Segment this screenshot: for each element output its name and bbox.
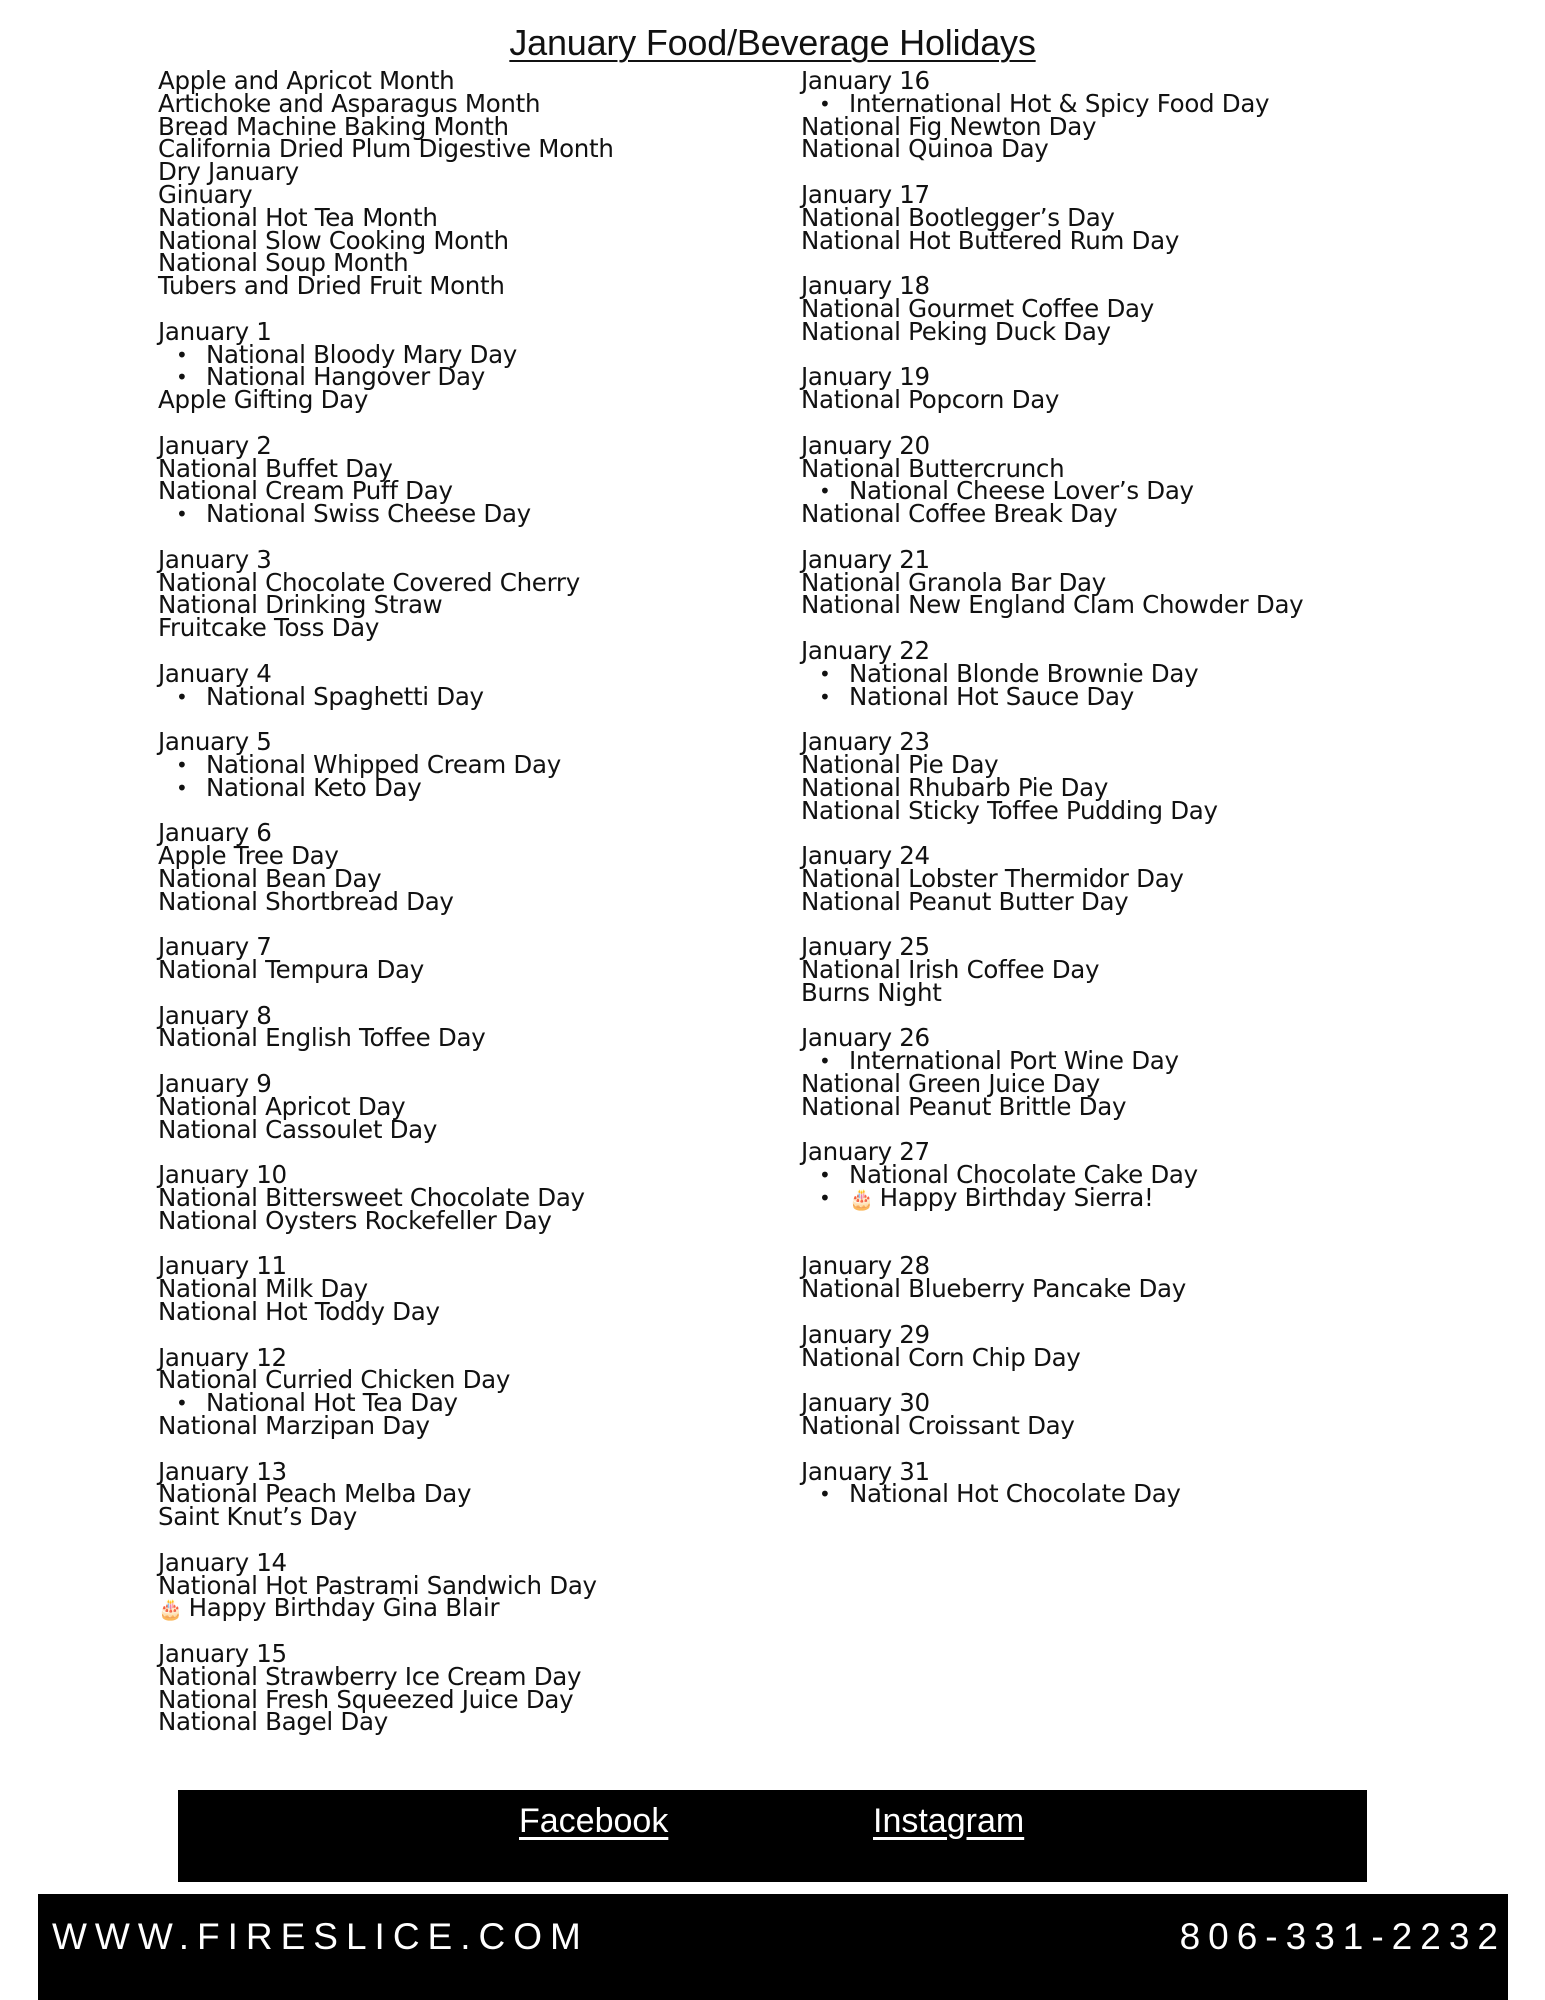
- item-text: Fruitcake Toss Day: [158, 613, 380, 643]
- item-text: January 26: [801, 1023, 930, 1053]
- item-text: National Cassoulet Day: [158, 1114, 438, 1144]
- item-text: International Hot & Spicy Food Day: [849, 88, 1270, 118]
- item-text: National Slow Cooking Month: [158, 225, 509, 255]
- item-text: National Blonde Brownie Day: [849, 658, 1199, 688]
- item-text: January 17: [801, 179, 930, 209]
- item-text: National Corn Chip Day: [801, 1342, 1081, 1372]
- bullet-item: [158, 772, 778, 802]
- item-text: January 11: [158, 1251, 287, 1281]
- item-text: National Granola Bar Day: [801, 567, 1106, 597]
- item-text: January 14: [158, 1547, 287, 1577]
- holiday-list-left: [158, 66, 778, 1737]
- item-text: National New England Clam Chowder Day: [801, 590, 1304, 620]
- item-text: National Coffee Break Day: [801, 499, 1118, 529]
- list-item: [801, 1342, 1501, 1372]
- item-text: January 19: [801, 362, 930, 392]
- bullet-item: [801, 1046, 1501, 1076]
- bullet-item: [801, 88, 1501, 118]
- item-text: National Cream Puff Day: [158, 476, 453, 506]
- item-text: International Port Wine Day: [849, 1046, 1179, 1076]
- bullet-item: [801, 1479, 1501, 1509]
- list-item: [158, 1114, 778, 1144]
- item-text: National Croissant Day: [801, 1411, 1075, 1441]
- list-item: [801, 499, 1501, 529]
- item-text: National Lobster Thermidor Day: [801, 863, 1184, 893]
- item-text: January 31: [801, 1456, 930, 1486]
- item-text: Dry January: [158, 157, 299, 187]
- item-text: National Hot Toddy Day: [158, 1297, 440, 1327]
- list-item: [801, 225, 1501, 255]
- item-text: National Spaghetti Day: [206, 681, 484, 711]
- bullet-item: [801, 476, 1501, 506]
- item-text: January 22: [801, 635, 930, 665]
- bullet-item: [158, 499, 778, 529]
- item-text: January 12: [158, 1342, 287, 1372]
- item-text: January 21: [801, 544, 930, 574]
- item-text: January 16: [801, 66, 930, 95]
- list-item: [158, 955, 778, 985]
- list-item: [801, 977, 1501, 1007]
- phone-number[interactable]: 806-331-2232: [1179, 1916, 1506, 1957]
- item-text: National Bloody Mary Day: [206, 339, 518, 369]
- item-text: National Gourmet Coffee Day: [801, 293, 1154, 323]
- instagram-link[interactable]: Instagram: [873, 1802, 1025, 1840]
- item-text: January 15: [158, 1638, 287, 1668]
- item-text: National Rhubarb Pie Day: [801, 772, 1109, 802]
- social-links-bar: [178, 1790, 1367, 1882]
- page-title: January Food/Beverage Holidays: [509, 22, 1036, 63]
- item-text: National Green Juice Day: [801, 1069, 1100, 1099]
- item-text: Artichoke and Asparagus Month: [158, 88, 541, 118]
- bullet-item: [158, 362, 778, 392]
- item-text: National Swiss Cheese Day: [206, 499, 531, 529]
- item-text: January 1: [158, 316, 272, 346]
- item-text: January 18: [801, 271, 930, 301]
- item-text: National Irish Coffee Day: [801, 955, 1100, 985]
- item-text: January 4: [158, 658, 272, 688]
- holiday-list-right: [801, 66, 1501, 1509]
- item-text: January 20: [801, 430, 930, 460]
- item-text: National Hot Tea Month: [158, 202, 438, 232]
- item-text: National Oysters Rockefeller Day: [158, 1205, 552, 1235]
- item-text: National Sticky Toffee Pudding Day: [801, 795, 1218, 825]
- list-item: [801, 1411, 1501, 1441]
- item-text: Apple and Apricot Month: [158, 66, 455, 95]
- item-text: National Tempura Day: [158, 955, 424, 985]
- item-text: National Quinoa Day: [801, 134, 1049, 164]
- item-text: National Chocolate Cake Day: [849, 1160, 1198, 1190]
- item-text: Ginuary: [158, 179, 253, 209]
- birthday-cake-icon: 🎂: [849, 1187, 874, 1212]
- list-item: [801, 886, 1501, 916]
- item-text: National Fresh Squeezed Juice Day: [158, 1684, 574, 1714]
- list-item: [158, 1023, 778, 1053]
- item-text: National Hot Buttered Rum Day: [801, 225, 1180, 255]
- item-text: January 5: [158, 727, 272, 757]
- item-text: National Hangover Day: [206, 362, 485, 392]
- list-item: [158, 1205, 778, 1235]
- bullet-item: [158, 681, 778, 711]
- item-text: National Peach Melba Day: [158, 1479, 472, 1509]
- item-text: National Whipped Cream Day: [206, 749, 561, 779]
- item-text: January 28: [801, 1251, 930, 1281]
- item-text: National Chocolate Covered Cherry: [158, 567, 580, 597]
- item-text: January 10: [158, 1160, 287, 1190]
- item-text: Happy Birthday Sierra!: [879, 1183, 1154, 1213]
- item-text: Bread Machine Baking Month: [158, 111, 509, 141]
- list-item: [158, 1411, 778, 1441]
- list-item: [801, 385, 1501, 415]
- item-text: National Bean Day: [158, 863, 382, 893]
- item-text: National Keto Day: [206, 772, 422, 802]
- item-text: National Blueberry Pancake Day: [801, 1274, 1186, 1304]
- item-text: January 3: [158, 544, 272, 574]
- item-text: National Shortbread Day: [158, 886, 454, 916]
- item-text: January 27: [801, 1137, 930, 1167]
- bullet-item: [801, 681, 1501, 711]
- item-text: Tubers and Dried Fruit Month: [158, 271, 505, 301]
- item-text: National Pie Day: [801, 749, 999, 779]
- list-item: [158, 1707, 778, 1737]
- item-text: National Marzipan Day: [158, 1411, 430, 1441]
- item-text: January 7: [158, 932, 272, 962]
- item-text: National Peanut Brittle Day: [801, 1091, 1127, 1121]
- item-text: Saint Knut’s Day: [158, 1502, 357, 1532]
- item-text: California Dried Plum Digestive Month: [158, 134, 614, 164]
- item-text: Burns Night: [801, 977, 942, 1007]
- item-text: National Hot Chocolate Day: [849, 1479, 1181, 1509]
- list-item: [801, 134, 1501, 164]
- item-text: January 30: [801, 1388, 930, 1418]
- list-item: [158, 1297, 778, 1327]
- list-item: [801, 1274, 1501, 1304]
- spacer: [801, 1210, 1501, 1233]
- item-text: Apple Tree Day: [158, 841, 339, 871]
- list-item: [801, 590, 1501, 620]
- item-text: January 6: [158, 818, 272, 848]
- item-text: January 2: [158, 430, 272, 460]
- item-text: National Hot Sauce Day: [849, 681, 1134, 711]
- item-text: National Curried Chicken Day: [158, 1365, 511, 1395]
- item-text: January 8: [158, 1000, 272, 1030]
- item-text: National Strawberry Ice Cream Day: [158, 1661, 582, 1691]
- list-item: [158, 1502, 778, 1532]
- list-item: [158, 385, 778, 415]
- list-item: [158, 886, 778, 916]
- item-text: National Popcorn Day: [801, 385, 1060, 415]
- list-item: [158, 271, 778, 301]
- item-text: National Fig Newton Day: [801, 111, 1097, 141]
- item-text: National Hot Pastrami Sandwich Day: [158, 1570, 597, 1600]
- list-item: [801, 795, 1501, 825]
- item-text: National Bagel Day: [158, 1707, 388, 1737]
- item-text: Apple Gifting Day: [158, 385, 369, 415]
- item-text: National Buttercrunch: [801, 453, 1065, 483]
- item-text: January 9: [158, 1069, 272, 1099]
- item-text: National Peking Duck Day: [801, 316, 1111, 346]
- bullet-item: [158, 1388, 778, 1418]
- item-text: January 25: [801, 932, 930, 962]
- list-item: [801, 1091, 1501, 1121]
- footer-bar: [38, 1894, 1508, 2000]
- website-url[interactable]: WWW.FIRESLICE.COM: [52, 1916, 589, 1957]
- item-text: January 23: [801, 727, 930, 757]
- item-text: National Milk Day: [158, 1274, 368, 1304]
- list-item: [158, 1593, 778, 1623]
- bullet-item: [801, 1183, 1501, 1213]
- birthday-cake-icon: 🎂: [158, 1597, 183, 1622]
- item-text: National Apricot Day: [158, 1091, 406, 1121]
- item-text: National Drinking Straw: [158, 590, 443, 620]
- facebook-link[interactable]: Facebook: [519, 1802, 669, 1840]
- item-text: National Buffet Day: [158, 453, 393, 483]
- item-text: National Soup Month: [158, 248, 409, 278]
- item-text: National Bittersweet Chocolate Day: [158, 1183, 585, 1213]
- list-item: [158, 613, 778, 643]
- item-text: National English Toffee Day: [158, 1023, 486, 1053]
- item-text: National Bootlegger’s Day: [801, 202, 1115, 232]
- list-item: [801, 316, 1501, 346]
- item-text: National Hot Tea Day: [206, 1388, 458, 1418]
- item-text: National Cheese Lover’s Day: [849, 476, 1194, 506]
- item-text: January 24: [801, 841, 930, 871]
- item-text: January 29: [801, 1319, 930, 1349]
- item-text: January 13: [158, 1456, 287, 1486]
- item-text: Happy Birthday Gina Blair: [188, 1593, 500, 1623]
- item-text: National Peanut Butter Day: [801, 886, 1129, 916]
